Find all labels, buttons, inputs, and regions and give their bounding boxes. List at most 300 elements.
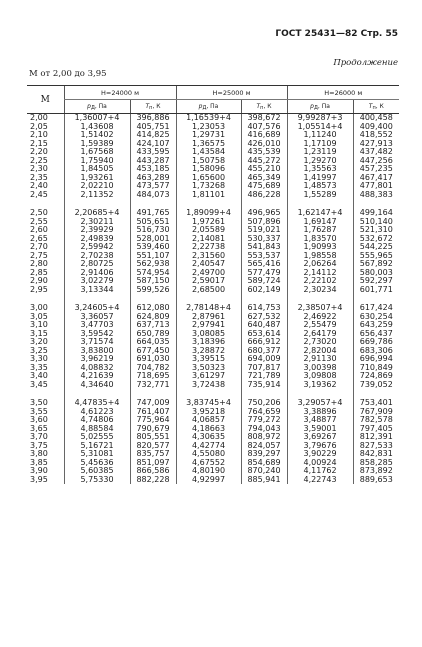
pressure-cell: 4,08832 — [64, 364, 130, 373]
pressure-cell: 2,97941 — [176, 321, 241, 330]
pressure-cell: 4,00924 — [287, 459, 353, 468]
pressure-cell: 1,67568 — [64, 148, 130, 157]
temperature-cell: 574,954 — [130, 269, 176, 278]
mach-cell: 2,20 — [30, 147, 48, 156]
pressure-cell: 1,43584 — [176, 148, 241, 157]
mach-cell: 3,80 — [30, 449, 48, 458]
pressure-cell: 1,05514+4 — [287, 123, 353, 132]
mach-cell: 2,05 — [30, 121, 48, 131]
pressure-cell: 2,73020 — [287, 338, 353, 347]
pressure-cell: 2,22738 — [176, 243, 241, 252]
temperature-cell: 467,417 — [353, 174, 399, 183]
pressure-cell: 2,55479 — [287, 321, 353, 330]
pressure-cell: 2,70238 — [64, 252, 130, 261]
temperature-cell: 553,537 — [241, 252, 287, 261]
temperature-cell: 477,801 — [353, 182, 399, 191]
pressure-cell: 2,40547 — [176, 260, 241, 269]
temperature-cell: 732,771 — [130, 381, 176, 390]
temperature-cell: 433,595 — [130, 148, 176, 157]
pressure-cell: 4,34640 — [64, 381, 130, 390]
pressure-cell: 2,38507+4 — [287, 304, 353, 313]
temperature-cell: 599,526 — [130, 286, 176, 295]
temperature-cell: 612,080 — [130, 304, 176, 313]
temperature-cell: 653,614 — [241, 330, 287, 339]
altitude-header: H=26000 м — [287, 86, 399, 100]
mach-cell: 3,50 — [30, 398, 48, 407]
pressure-cell: 2,80725 — [64, 260, 130, 269]
pressure-cell: 1,75940 — [64, 157, 130, 166]
pressure-cell: 3,29057+4 — [287, 399, 353, 408]
temperature-cell: 794,043 — [241, 425, 287, 434]
pressure-cell: 1,73268 — [176, 182, 241, 191]
table-body — [27, 114, 399, 485]
temperature-cell: 764,659 — [241, 408, 287, 417]
pressure-cell: 4,67552 — [176, 459, 241, 468]
temperature-cell: 827,533 — [353, 442, 399, 451]
pressure-cell: 1,83570 — [287, 235, 353, 244]
pressure-cell: 2,59017 — [176, 277, 241, 286]
pressure-cell: 2,78148+4 — [176, 304, 241, 313]
pressure-cell: 3,61297 — [176, 372, 241, 381]
temperature-cell: 747,009 — [130, 399, 176, 408]
temperature-cell: 447,256 — [353, 157, 399, 166]
pressure-cell: 2,39929 — [64, 226, 130, 235]
pressure-cell: 1,16539+4 — [176, 114, 241, 123]
mach-cell: 2,65 — [30, 233, 48, 243]
temperature-cell: 505,651 — [130, 218, 176, 227]
temperature-cell: 565,416 — [241, 260, 287, 269]
pressure-cell: 2,22102 — [287, 277, 353, 286]
pressure-cell: 3,24605+4 — [64, 304, 130, 313]
temperature-cell: 551,107 — [130, 252, 176, 261]
temperature-column-header: $Т_п$, К — [241, 100, 287, 114]
pressure-cell: 4,22743 — [287, 476, 353, 485]
temperature-cell: 870,240 — [241, 467, 287, 476]
pressure-cell: 2,68500 — [176, 286, 241, 295]
temperature-cell: 790,679 — [130, 425, 176, 434]
pressure-cell: 3,95218 — [176, 408, 241, 417]
temperature-cell: 750,206 — [241, 399, 287, 408]
mach-cell: 2,50 — [30, 208, 48, 217]
pressure-column-header: $р_Д$, Па — [287, 100, 353, 114]
pressure-cell: 1,58096 — [176, 165, 241, 174]
mach-cell: 2,35 — [30, 172, 48, 182]
pressure-cell: 4,80190 — [176, 467, 241, 476]
temperature-cell: 409,400 — [353, 123, 399, 132]
temperature-cell: 414,825 — [130, 131, 176, 140]
temperature-cell: 753,401 — [353, 399, 399, 408]
pressure-cell: 1,90993 — [287, 243, 353, 252]
mach-cell: 2,15 — [30, 138, 48, 148]
temperature-cell: 424,107 — [130, 140, 176, 149]
pressure-cell: 4,42774 — [176, 442, 241, 451]
mach-cell: 2,55 — [30, 216, 48, 226]
temperature-cell: 455,210 — [241, 165, 287, 174]
mach-cell: 2,90 — [30, 276, 48, 285]
pressure-cell: 2,02210 — [64, 182, 130, 191]
pressure-cell: 1,11240 — [287, 131, 353, 140]
table-row — [27, 286, 399, 295]
mach-cell: 2,75 — [30, 250, 48, 260]
pressure-cell: 1,41997 — [287, 174, 353, 183]
temperature-cell: 782,578 — [353, 416, 399, 425]
mach-cell: 3,85 — [30, 457, 48, 467]
temperature-cell: 577,479 — [241, 269, 287, 278]
temperature-cell: 445,272 — [241, 157, 287, 166]
pressure-cell: 2,49839 — [64, 235, 130, 244]
mach-cell: 2,30 — [30, 164, 48, 173]
temperature-cell: 718,695 — [130, 372, 176, 381]
temperature-cell: 435,539 — [241, 148, 287, 157]
temperature-cell: 532,672 — [353, 235, 399, 244]
temperature-cell: 710,849 — [353, 364, 399, 373]
pressure-cell: 2,49700 — [176, 269, 241, 278]
pressure-cell: 5,60385 — [64, 467, 130, 476]
pressure-cell: 3,38896 — [287, 408, 353, 417]
mach-cell: 2,25 — [30, 155, 48, 165]
temperature-cell: 824,057 — [241, 442, 287, 451]
temperature-cell: 465,349 — [241, 174, 287, 183]
temperature-cell: 592,297 — [353, 277, 399, 286]
altitude-header-row — [27, 86, 399, 100]
temperature-cell: 589,724 — [241, 277, 287, 286]
temperature-cell: 437,482 — [353, 148, 399, 157]
temperature-cell: 499,164 — [353, 209, 399, 218]
pressure-cell: 1,89099+4 — [176, 209, 241, 218]
mach-cell: 3,65 — [30, 423, 48, 433]
temperature-cell: 650,789 — [130, 330, 176, 339]
pressure-cell: 3,02279 — [64, 277, 130, 286]
temperature-cell: 851,097 — [130, 459, 176, 468]
temperature-cell: 739,052 — [353, 381, 399, 390]
pressure-cell: 4,47835+4 — [64, 399, 130, 408]
mach-cell: 2,45 — [30, 189, 48, 199]
pressure-cell: 1,29270 — [287, 157, 353, 166]
pressure-cell: 2,30211 — [64, 218, 130, 227]
pressure-cell: 3,83745+4 — [176, 399, 241, 408]
temperature-cell: 491,765 — [130, 209, 176, 218]
pressure-cell: 1,23119 — [287, 148, 353, 157]
pressure-cell: 3,69267 — [287, 433, 353, 442]
pressure-cell: 9,99287+3 — [287, 114, 353, 123]
temperature-cell: 516,730 — [130, 226, 176, 235]
mach-cell: 2,70 — [30, 242, 48, 251]
mach-cell: 3,70 — [30, 432, 48, 441]
temperature-cell: 669,786 — [353, 338, 399, 347]
temperature-cell: 885,941 — [241, 476, 287, 485]
temperature-cell: 601,771 — [353, 286, 399, 295]
pressure-cell: 2,30234 — [287, 286, 353, 295]
temperature-cell: 405,751 — [130, 123, 176, 132]
pressure-cell: 3,09808 — [287, 372, 353, 381]
temperature-cell: 643,259 — [353, 321, 399, 330]
temperature-cell: 797,405 — [353, 425, 399, 434]
altitude-header: H=24000 м — [64, 86, 176, 100]
pressure-cell: 1,17109 — [287, 140, 353, 149]
temperature-cell: 521,310 — [353, 226, 399, 235]
mach-cell: 2,00 — [30, 113, 48, 122]
temperature-cell: 680,377 — [241, 347, 287, 356]
mach-cell: 3,55 — [30, 406, 48, 416]
table-row — [27, 476, 399, 485]
temperature-cell: 630,254 — [353, 313, 399, 322]
temperature-cell: 614,753 — [241, 304, 287, 313]
temperature-cell: 694,009 — [241, 355, 287, 364]
temperature-cell: 426,010 — [241, 140, 287, 149]
temperature-cell: 486,228 — [241, 191, 287, 200]
pressure-cell: 3,50323 — [176, 364, 241, 373]
temperature-cell: 656,437 — [353, 330, 399, 339]
pressure-cell: 1,35563 — [287, 165, 353, 174]
temperature-cell: 488,383 — [353, 191, 399, 200]
pressure-cell: 3,71574 — [64, 338, 130, 347]
temperature-cell: 580,003 — [353, 269, 399, 278]
pressure-column-header: $р_Д$, Па — [64, 100, 130, 114]
pressure-cell: 3,59542 — [64, 330, 130, 339]
pressure-cell: 3,13344 — [64, 286, 130, 295]
pressure-cell: 1,43608 — [64, 123, 130, 132]
pressure-cell: 2,11352 — [64, 191, 130, 200]
pressure-cell: 3,39515 — [176, 355, 241, 364]
temperature-cell: 691,030 — [130, 355, 176, 364]
temperature-cell: 398,672 — [241, 114, 287, 123]
temperature-cell: 858,285 — [353, 459, 399, 468]
pressure-cell: 2,14081 — [176, 235, 241, 244]
pressure-cell: 2,14112 — [287, 269, 353, 278]
temperature-cell: 707,817 — [241, 364, 287, 373]
temperature-cell: 587,150 — [130, 277, 176, 286]
pressure-cell: 4,06857 — [176, 416, 241, 425]
pressure-cell: 1,84505 — [64, 165, 130, 174]
temperature-cell: 496,965 — [241, 209, 287, 218]
pressure-cell: 5,02555 — [64, 433, 130, 442]
temperature-cell: 866,586 — [130, 467, 176, 476]
temperature-cell: 640,487 — [241, 321, 287, 330]
pressure-cell: 5,75330 — [64, 476, 130, 485]
temperature-cell: 396,886 — [130, 114, 176, 123]
mach-cell: 3,40 — [30, 371, 48, 380]
temperature-cell: 407,576 — [241, 123, 287, 132]
pressure-cell: 1,55289 — [287, 191, 353, 200]
temperature-column-header: $Т_п$, К — [353, 100, 399, 114]
temperature-cell: 627,532 — [241, 313, 287, 322]
pressure-cell: 1,51402 — [64, 131, 130, 140]
mach-cell: 2,60 — [30, 225, 48, 234]
mach-cell: 3,20 — [30, 337, 48, 346]
temperature-cell: 735,914 — [241, 381, 287, 390]
temperature-cell: 882,228 — [130, 476, 176, 485]
mach-cell: 3,35 — [30, 362, 48, 372]
pressure-cell: 3,19362 — [287, 381, 353, 390]
mach-cell: 2,95 — [30, 284, 48, 294]
temperature-cell: 889,653 — [353, 476, 399, 485]
temperature-cell: 416,689 — [241, 131, 287, 140]
mach-cell: 3,75 — [30, 440, 48, 450]
pressure-cell: 3,00398 — [287, 364, 353, 373]
pressure-cell: 1,50758 — [176, 157, 241, 166]
pressure-cell: 3,47703 — [64, 321, 130, 330]
pressure-cell: 3,36057 — [64, 313, 130, 322]
pressure-cell: 1,62147+4 — [287, 209, 353, 218]
pressure-cell: 4,30635 — [176, 433, 241, 442]
temperature-cell: 812,391 — [353, 433, 399, 442]
pressure-cell: 1,29731 — [176, 131, 241, 140]
temperature-cell: 873,892 — [353, 467, 399, 476]
temperature-cell: 507,896 — [241, 218, 287, 227]
temperature-cell: 473,577 — [130, 182, 176, 191]
mach-cell: 3,10 — [30, 320, 48, 329]
pressure-cell: 1,59389 — [64, 140, 130, 149]
pressure-cell: 1,98558 — [287, 252, 353, 261]
temperature-cell: 539,460 — [130, 243, 176, 252]
pressure-cell: 3,72438 — [176, 381, 241, 390]
temperature-cell: 400,458 — [353, 114, 399, 123]
mach-cell: 2,80 — [30, 259, 48, 268]
temperature-cell: 666,912 — [241, 338, 287, 347]
temperature-cell: 696,994 — [353, 355, 399, 364]
temperature-cell: 683,306 — [353, 347, 399, 356]
mach-column-header: М — [27, 86, 64, 114]
temperature-cell: 530,337 — [241, 235, 287, 244]
pressure-cell: 4,74806 — [64, 416, 130, 425]
temperature-cell: 664,035 — [130, 338, 176, 347]
pressure-cell: 4,21639 — [64, 372, 130, 381]
atmosphere-table — [27, 85, 399, 484]
pressure-cell: 2,20685+4 — [64, 209, 130, 218]
temperature-cell: 637,713 — [130, 321, 176, 330]
pressure-cell: 1,36007+4 — [64, 114, 130, 123]
pressure-column-header: $р_Д$, Па — [176, 100, 241, 114]
temperature-cell: 541,843 — [241, 243, 287, 252]
pressure-cell: 2,82004 — [287, 347, 353, 356]
temperature-cell: 457,235 — [353, 165, 399, 174]
pressure-cell: 3,83800 — [64, 347, 130, 356]
temperature-cell: 427,913 — [353, 140, 399, 149]
pressure-cell: 1,48573 — [287, 182, 353, 191]
mach-cell: 3,95 — [30, 474, 48, 484]
pressure-cell: 2,91406 — [64, 269, 130, 278]
temperature-cell: 555,965 — [353, 252, 399, 261]
temperature-cell: 779,272 — [241, 416, 287, 425]
pressure-cell: 1,93261 — [64, 174, 130, 183]
pressure-cell: 3,18396 — [176, 338, 241, 347]
mach-cell: 2,85 — [30, 267, 48, 277]
pressure-cell: 5,16721 — [64, 442, 130, 451]
table-row — [27, 191, 399, 200]
temperature-cell: 443,287 — [130, 157, 176, 166]
pressure-cell: 1,65600 — [176, 174, 241, 183]
temperature-cell: 602,149 — [241, 286, 287, 295]
pressure-cell: 4,92997 — [176, 476, 241, 485]
pressure-cell: 3,48877 — [287, 416, 353, 425]
table-row — [27, 381, 399, 390]
temperature-cell: 835,757 — [130, 450, 176, 459]
mach-cell: 3,25 — [30, 345, 48, 355]
mach-cell: 3,90 — [30, 466, 48, 475]
mach-cell: 3,00 — [30, 303, 48, 312]
pressure-cell: 1,69147 — [287, 218, 353, 227]
temperature-cell: 677,450 — [130, 347, 176, 356]
continuation-note: Продолжение — [333, 58, 398, 68]
pressure-cell: 4,55080 — [176, 450, 241, 459]
pressure-cell: 1,81101 — [176, 191, 241, 200]
temperature-cell: 544,225 — [353, 243, 399, 252]
temperature-cell: 453,185 — [130, 165, 176, 174]
pressure-cell: 3,59001 — [287, 425, 353, 434]
mach-cell: 2,40 — [30, 181, 48, 190]
temperature-cell: 839,297 — [241, 450, 287, 459]
pressure-cell: 2,05589 — [176, 226, 241, 235]
temperature-cell: 567,892 — [353, 260, 399, 269]
temperature-cell: 510,140 — [353, 218, 399, 227]
temperature-cell: 775,964 — [130, 416, 176, 425]
temperature-cell: 721,789 — [241, 372, 287, 381]
temperature-cell: 624,809 — [130, 313, 176, 322]
page-header: ГОСТ 25431—82 Стр. 55 — [275, 29, 398, 39]
pressure-cell: 5,45636 — [64, 459, 130, 468]
pressure-cell: 2,46922 — [287, 313, 353, 322]
temperature-cell: 475,689 — [241, 182, 287, 191]
temperature-cell: 761,407 — [130, 408, 176, 417]
pressure-cell: 3,28872 — [176, 347, 241, 356]
pressure-cell: 3,79676 — [287, 442, 353, 451]
pressure-cell: 2,31560 — [176, 252, 241, 261]
pressure-cell: 2,87961 — [176, 313, 241, 322]
pressure-cell: 2,59942 — [64, 243, 130, 252]
temperature-cell: 418,552 — [353, 131, 399, 140]
altitude-header: H=25000 м — [176, 86, 287, 100]
temperature-cell: 463,289 — [130, 174, 176, 183]
temperature-cell: 842,831 — [353, 450, 399, 459]
pressure-cell: 4,18663 — [176, 425, 241, 434]
mach-range-caption: М от 2,00 до 3,95 — [29, 69, 107, 79]
pressure-cell: 5,31081 — [64, 450, 130, 459]
mach-cell: 3,05 — [30, 311, 48, 321]
temperature-cell: 528,001 — [130, 235, 176, 244]
pressure-cell: 1,36575 — [176, 140, 241, 149]
temperature-cell: 854,689 — [241, 459, 287, 468]
mach-cell: 3,30 — [30, 354, 48, 363]
temperature-cell: 724,869 — [353, 372, 399, 381]
temperature-cell: 562,938 — [130, 260, 176, 269]
pressure-cell: 3,08085 — [176, 330, 241, 339]
quantity-header-row — [27, 100, 399, 114]
pressure-cell: 2,64179 — [287, 330, 353, 339]
temperature-cell: 805,551 — [130, 433, 176, 442]
pressure-cell: 1,76287 — [287, 226, 353, 235]
temperature-cell: 519,021 — [241, 226, 287, 235]
temperature-cell: 617,424 — [353, 304, 399, 313]
pressure-cell: 4,88584 — [64, 425, 130, 434]
pressure-cell: 4,61223 — [64, 408, 130, 417]
mach-cell: 3,60 — [30, 415, 48, 424]
temperature-cell: 704,782 — [130, 364, 176, 373]
temperature-cell: 767,909 — [353, 408, 399, 417]
pressure-cell: 1,97261 — [176, 218, 241, 227]
pressure-cell: 2,91130 — [287, 355, 353, 364]
pressure-cell: 2,06264 — [287, 260, 353, 269]
temperature-cell: 808,972 — [241, 433, 287, 442]
mach-cell: 3,45 — [30, 379, 48, 389]
pressure-cell: 1,23053 — [176, 123, 241, 132]
pressure-cell: 4,11762 — [287, 467, 353, 476]
mach-cell: 3,15 — [30, 328, 48, 338]
temperature-column-header: $Т_п$, К — [130, 100, 176, 114]
mach-cell: 2,10 — [30, 130, 48, 139]
temperature-cell: 484,073 — [130, 191, 176, 200]
pressure-cell: 3,96219 — [64, 355, 130, 364]
temperature-cell: 820,577 — [130, 442, 176, 451]
